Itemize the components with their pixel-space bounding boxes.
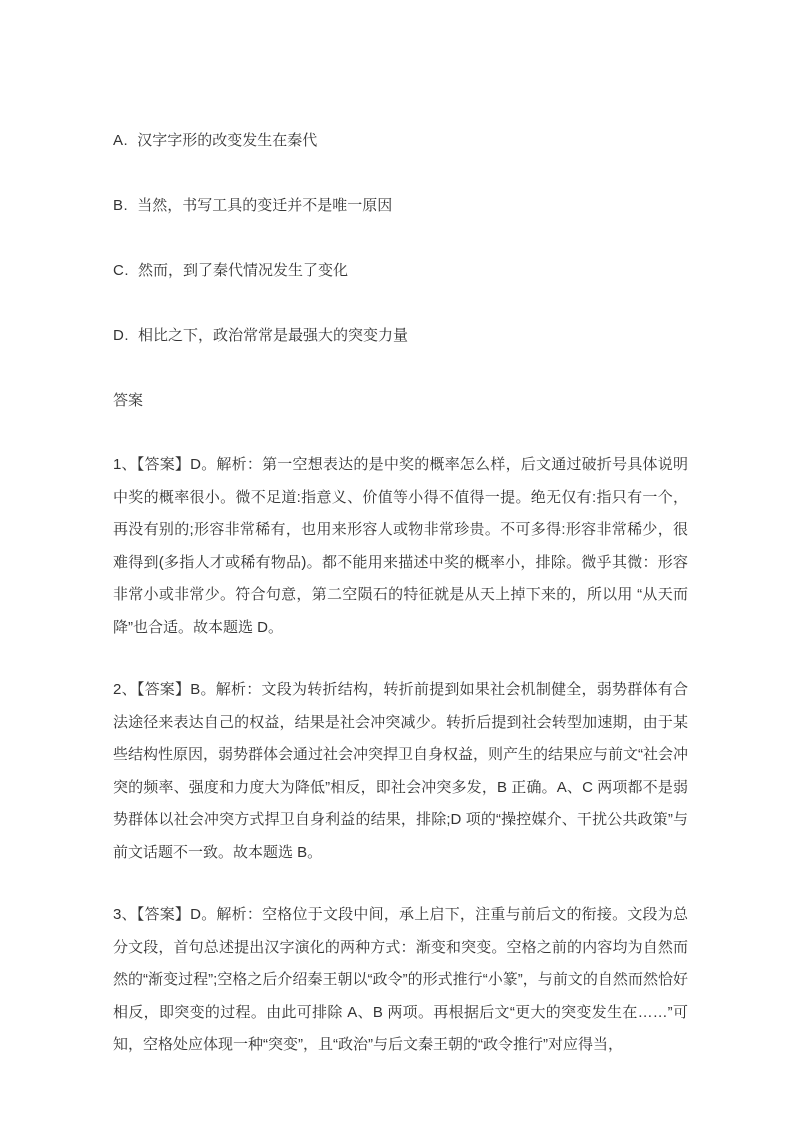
option-a-label: A. xyxy=(113,132,129,149)
option-b-label: B. xyxy=(113,197,129,214)
option-c xyxy=(113,254,688,287)
option-a xyxy=(113,124,688,157)
option-c-text: 然而，到了秦代情况发生了变化 xyxy=(138,262,349,279)
option-c-label: C. xyxy=(113,262,129,279)
answer-paragraph-3: 3、【答案】D。解析：空格位于文段中间，承上启下，注重与前后文的衔接。文段为总分文段，首句总述提出汉字演化的两种方式：渐变和突变。空格之前的内容均为自然而然的“渐变过程”;空格之后介绍秦王朝以“政令”的形式推行“小篆”，与前文的自然而然恰好相反，即突变的过程。由此可排除 A、B 两项。再根据后文“更大的突变发生在……”可知，空格处应体现一种“突变”，且“政治”与后文秦王朝的“政令推行”对应得当， xyxy=(113,906,688,1053)
option-b xyxy=(113,189,688,222)
option-b-text: 当然，书写工具的变迁并不是唯一原因 xyxy=(137,197,393,214)
option-d-label: D. xyxy=(113,327,129,344)
option-a-text: 汉字字形的改变发生在秦代 xyxy=(137,132,318,149)
answers-heading: 答案 xyxy=(113,392,144,409)
option-d xyxy=(113,319,688,352)
answer-paragraph-1: 1、【答案】D。解析：第一空想表达的是中奖的概率怎么样，后文通过破折号具体说明中奖的概率很小。微不足道:指意义、价值等小得不值得一提。绝无仅有:指只有一个，再没有别的;形容非常稀有，也用来形容人或物非常珍贵。不可多得:形容非常稀少，很难得到(多指人才或稀有物品)。都不能用来描述中奖的概率小，排除。微乎其微：形容非常小或非常少。符合句意，第二空陨石的特征就是从天上掉下来的，所以用 “从天而降”也合适。故本题选 D。 xyxy=(113,456,688,636)
document-content xyxy=(113,124,688,1092)
option-d-text: 相比之下，政治常常是最强大的突变力量 xyxy=(138,327,409,344)
answer-paragraph-2: 2、【答案】B。解析：文段为转折结构，转折前提到如果社会机制健全，弱势群体有合法途径来表达自己的权益，结果是社会冲突减少。转折后提到社会转型加速期，由于某些结构性原因，弱势群体会通过社会冲突捍卫自身权益，则产生的结果应与前文“社会冲突的频率、强度和力度大为降低”相反，即社会冲突多发，B 正确。A、C 两项都不是弱势群体以社会冲突方式捍卫自身利益的结果，排除;D 项的“操控媒介、干扰公共政策”与前文话题不一致。故本题选 B。 xyxy=(113,681,688,861)
